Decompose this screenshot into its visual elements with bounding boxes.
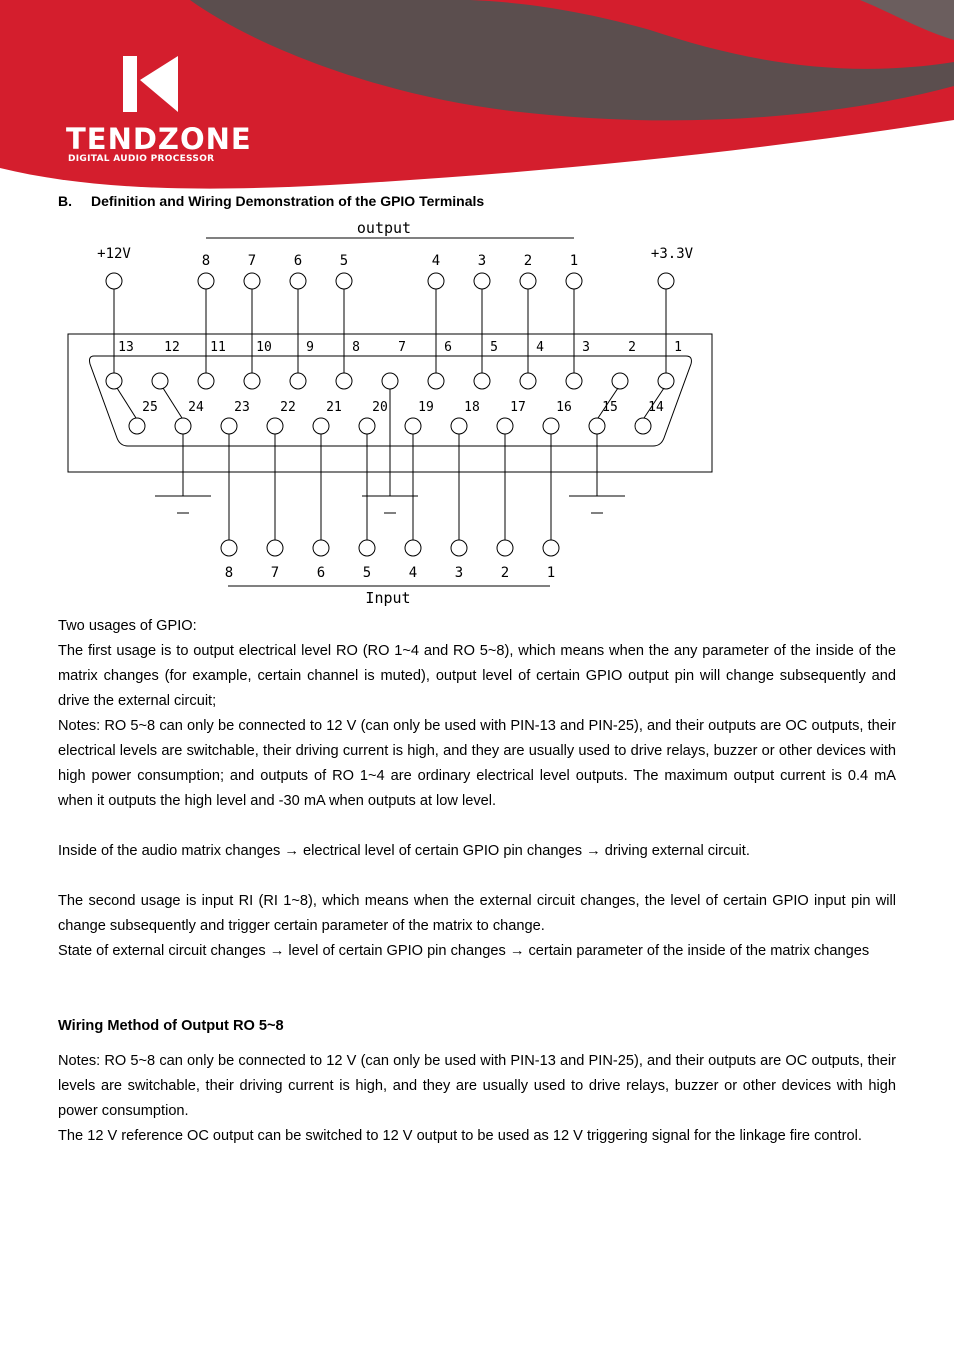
brand-name: TENDZONE [66,122,252,156]
pin-number: 21 [326,400,342,415]
pin-number: 25 [142,400,158,415]
pin-19 [405,418,421,434]
pin-24 [175,418,191,434]
output-terminal [520,273,536,289]
pin-number: 4 [536,340,544,355]
pin-15 [589,418,605,434]
output-number: 3 [477,253,487,269]
paragraph-input-flow: State of external circuit changes → level of certain GPIO pin changes → certain parameter of the inside of the matrix changes [58,943,870,959]
pin-number: 15 [602,400,618,415]
pin-18 [451,418,467,434]
v33-label: +3.3V [650,246,694,262]
input-number: 6 [316,565,326,581]
input-terminal [543,540,559,556]
output-number: 1 [569,253,579,269]
v12-terminal [106,273,122,289]
output-number: 2 [523,253,533,269]
paragraph-notes-ro-5-8: Notes: RO 5~8 can only be connected to 12 V (can only be used with PIN-13 and PIN-25), and their outputs are OC outputs, their levels are switchable, their driving current is high, and they are usually used to drive relays, buzzer or other devices with high power consumption. [58,1053,896,1119]
input-terminal [267,540,283,556]
paragraph-notes-ro: Notes: RO 5~8 can only be connected to 12 V (can only be used with PIN-13 and PIN-25), and their outputs are OC outputs, their electrical levels are switchable, their driving current is high, and they are usually used to drive relays, buzzer or other devices with high power consumption; and outputs of RO 1~4 are ordinary electrical level outputs. The maximum output current is 0.4 mA when it outputs the high level and -30 mA when outputs at low level. [58,718,896,809]
pin-6 [428,373,444,389]
input-number: 5 [362,565,372,581]
pin-10 [244,373,260,389]
output-terminal [566,273,582,289]
input-terminal [221,540,237,556]
output-label: output [356,219,412,237]
pin-23 [221,418,237,434]
pin-number: 2 [628,340,636,355]
pin-17 [497,418,513,434]
output-number: 8 [201,253,211,269]
output-terminal [474,273,490,289]
pin-number: 16 [556,400,572,415]
output-number: 4 [431,253,441,269]
v12-label: +12V [97,246,131,262]
input-terminal [497,540,513,556]
pin-20 [359,418,375,434]
output-terminal [244,273,260,289]
subheading-wiring-method: Wiring Method of Output RO 5~8 [58,1018,284,1034]
v33-terminal [658,273,674,289]
wire [117,388,136,418]
input-number: 7 [270,565,280,581]
pin-number: 10 [256,340,272,355]
pin-25 [129,418,145,434]
output-number: 5 [339,253,349,269]
input-terminal [451,540,467,556]
pin-22 [267,418,283,434]
pin-number: 18 [464,400,480,415]
section-number: B. [58,193,72,209]
pin-number: 22 [280,400,296,415]
pin-number: 13 [118,340,134,355]
pin-number: 5 [490,340,498,355]
pin-number: 6 [444,340,452,355]
pin-number: 19 [418,400,434,415]
pin-12 [152,373,168,389]
input-number: 8 [224,565,234,581]
pin-2 [612,373,628,389]
output-terminal [290,273,306,289]
pin-14 [635,418,651,434]
pin-9 [290,373,306,389]
section-title: Definition and Wiring Demonstration of the GPIO Terminals [91,193,485,209]
input-number: 3 [454,565,464,581]
pin-16 [543,418,559,434]
pin-number: 14 [648,400,664,415]
input-label: Input [365,589,411,607]
output-terminal [198,273,214,289]
input-number: 4 [408,565,418,581]
pin-number: 23 [234,400,250,415]
input-number: 2 [500,565,510,581]
pin-1 [658,373,674,389]
pin-number: 12 [164,340,180,355]
pin-13 [106,373,122,389]
pin-5 [474,373,490,389]
wire [163,388,182,418]
output-number: 6 [293,253,303,269]
pin-number: 24 [188,400,204,415]
pin-8 [336,373,352,389]
paragraph-output-flow: Inside of the audio matrix changes → electrical level of certain GPIO pin changes → driving external circuit. [58,843,750,859]
pin-11 [198,373,214,389]
pin-number: 17 [510,400,526,415]
paragraph-intro: Two usages of GPIO: [58,618,197,634]
paragraph-second-usage: The second usage is input RI (RI 1~8), which means when the external circuit changes, the level of certain GPIO input pin will change subsequently and trigger certain parameter of the matrix to change. [58,893,896,934]
input-terminal [313,540,329,556]
pin-3 [566,373,582,389]
pin-4 [520,373,536,389]
pin-number: 11 [210,340,226,355]
input-number: 1 [546,565,556,581]
pin-number: 1 [674,340,682,355]
paragraph-oc-output: The 12 V reference OC output can be switched to 12 V output to be used as 12 V triggering signal for the linkage fire control. [58,1128,862,1144]
pin-number: 3 [582,340,590,355]
output-terminal [428,273,444,289]
paragraph-first-usage: The first usage is to output electrical level RO (RO 1~4 and RO 5~8), which means when the any parameter of the inside of the matrix changes (for example, certain channel is muted), output level of certain GPIO output pin will change subsequently and drive the external circuit; [58,643,896,709]
output-terminal [336,273,352,289]
pin-7 [382,373,398,389]
input-terminal [405,540,421,556]
input-terminal [359,540,375,556]
pin-number: 9 [306,340,314,355]
brand-tagline: DIGITAL AUDIO PROCESSOR [68,154,215,164]
output-number: 7 [247,253,257,269]
pin-number: 8 [352,340,360,355]
pin-number: 7 [398,340,406,355]
gpio-wiring-diagram [0,0,954,620]
pin-number: 20 [372,400,388,415]
pin-21 [313,418,329,434]
